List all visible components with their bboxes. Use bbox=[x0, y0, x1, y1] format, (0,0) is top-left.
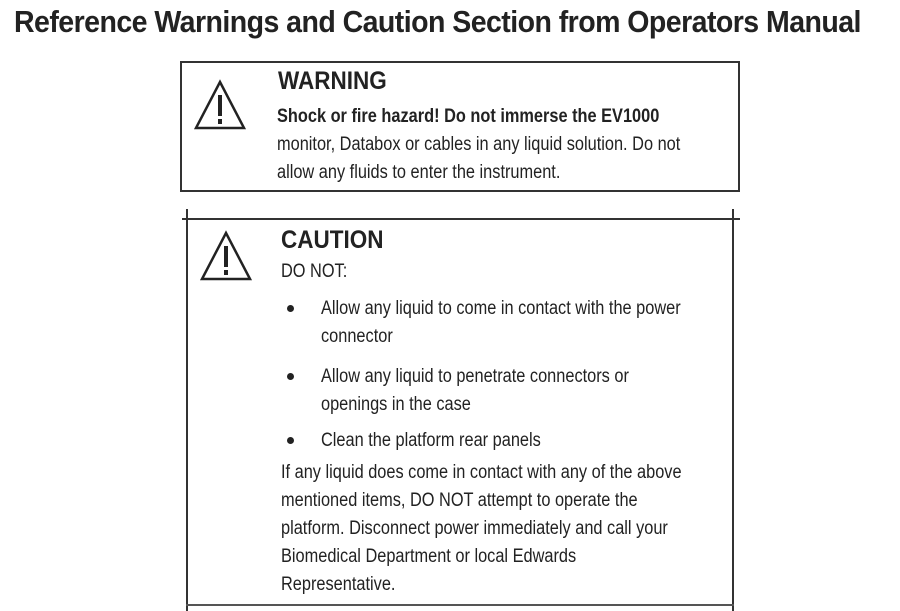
warning-triangle-icon bbox=[199, 230, 253, 282]
closing-line: If any liquid does come in contact with any of the above bbox=[281, 462, 682, 483]
closing-line: Representative. bbox=[281, 574, 396, 595]
closing-line: Biomedical Department or local Edwards bbox=[281, 546, 577, 567]
caution-top-rule bbox=[182, 218, 740, 220]
warning-text bbox=[277, 103, 680, 187]
bullet-line: connector bbox=[321, 326, 393, 347]
caution-intro bbox=[281, 258, 347, 286]
closing-line: platform. Disconnect power immediately and call your bbox=[281, 518, 668, 539]
caution-closing-paragraph bbox=[281, 459, 682, 599]
bullet-line: openings in the case bbox=[321, 394, 471, 415]
warning-line: allow any fluids to enter the instrument. bbox=[277, 162, 561, 183]
caution-bullet bbox=[321, 295, 681, 351]
caution-heading: CAUTION bbox=[281, 226, 384, 254]
bullet-icon bbox=[287, 373, 294, 380]
bullet-line: Clean the platform rear panels bbox=[321, 430, 541, 451]
caution-bullet bbox=[321, 363, 629, 419]
caution-bottom-rule bbox=[186, 604, 734, 606]
warning-line: monitor, Databox or cables in any liquid solution. Do not bbox=[277, 134, 681, 155]
closing-line: mentioned items, DO NOT attempt to operate the bbox=[281, 490, 638, 511]
warning-triangle-icon bbox=[193, 79, 247, 131]
page-title: Reference Warnings and Caution Section from Operators Manual bbox=[14, 4, 861, 39]
bullet-line: Allow any liquid to come in contact with the power bbox=[321, 298, 681, 319]
warning-heading: WARNING bbox=[278, 67, 387, 95]
bullet-icon bbox=[287, 305, 294, 312]
caution-intro-text: DO NOT: bbox=[281, 261, 348, 282]
bullet-icon bbox=[287, 437, 294, 444]
caution-bullet bbox=[321, 427, 541, 455]
bullet-line: Allow any liquid to penetrate connectors or bbox=[321, 366, 629, 387]
warning-line: Shock or fire hazard! Do not immerse the EV1000 bbox=[277, 106, 660, 127]
